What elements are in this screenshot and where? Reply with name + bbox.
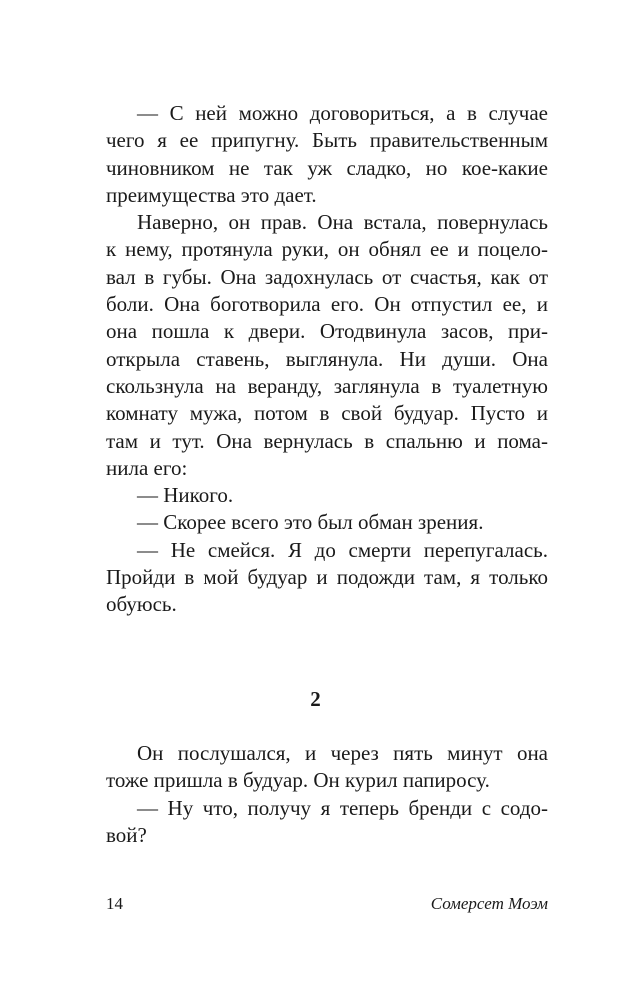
paragraph-line: боли. Она боготворила его. Он отпустил ее, и	[106, 292, 548, 317]
paragraph-line: чиновником не так уж сладко, но кое-какие	[106, 155, 548, 180]
paragraph-line: к нему, протянула руки, он обнял ее и поцело-	[106, 237, 548, 262]
dialogue-line: — Ну что, получу я теперь бренди с содо-	[137, 795, 548, 820]
paragraph-line: вал в губы. Она задохнулась от счастья, как от	[106, 264, 548, 289]
paragraph-line: тоже пришла в будуар. Он курил папиросу.	[106, 768, 490, 793]
paragraph-line: комнату мужа, потом в свой будуар. Пусто и	[106, 401, 548, 426]
text-block-before-chapter	[106, 100, 548, 619]
paragraph-line: там и тут. Она вернулась в спальню и пома-	[106, 428, 548, 453]
paragraph-line: чего я ее припугну. Быть правительственным	[106, 128, 548, 153]
text-block-after-chapter	[106, 740, 548, 849]
page-footer	[106, 892, 548, 916]
paragraph-line: вой?	[106, 822, 147, 847]
paragraph-line: обуюсь.	[106, 592, 177, 617]
paragraph-line: скользнула на веранду, заглянула в туалетную	[106, 373, 548, 398]
page-number: 14	[106, 894, 123, 913]
paragraph-line: Пройди в мой будуар и подожди там, я только	[106, 565, 548, 590]
paragraph-line: она пошла к двери. Отодвинула засов, при-	[106, 319, 548, 344]
dialogue-line: — Скорее всего это был обман зрения.	[137, 510, 484, 535]
paragraph-line: открыла ставень, выглянула. Ни души. Она	[106, 346, 548, 371]
running-title-author: Сомерсет Моэм	[430, 894, 548, 913]
dialogue-line: — Никого.	[137, 483, 234, 508]
paragraph-line: Наверно, он прав. Она встала, повернулась	[137, 210, 548, 235]
paragraph-line: Он послушался, и через пять минут она	[137, 741, 548, 765]
chapter-number: 2	[310, 687, 321, 711]
paragraph-line: преимущества это дает.	[106, 182, 317, 207]
paragraph-line: — С ней можно договориться, а в случае	[137, 101, 548, 125]
paragraph-line: нила его:	[106, 455, 188, 480]
dialogue-line: — Не смейся. Я до смерти перепугалась.	[137, 537, 548, 562]
